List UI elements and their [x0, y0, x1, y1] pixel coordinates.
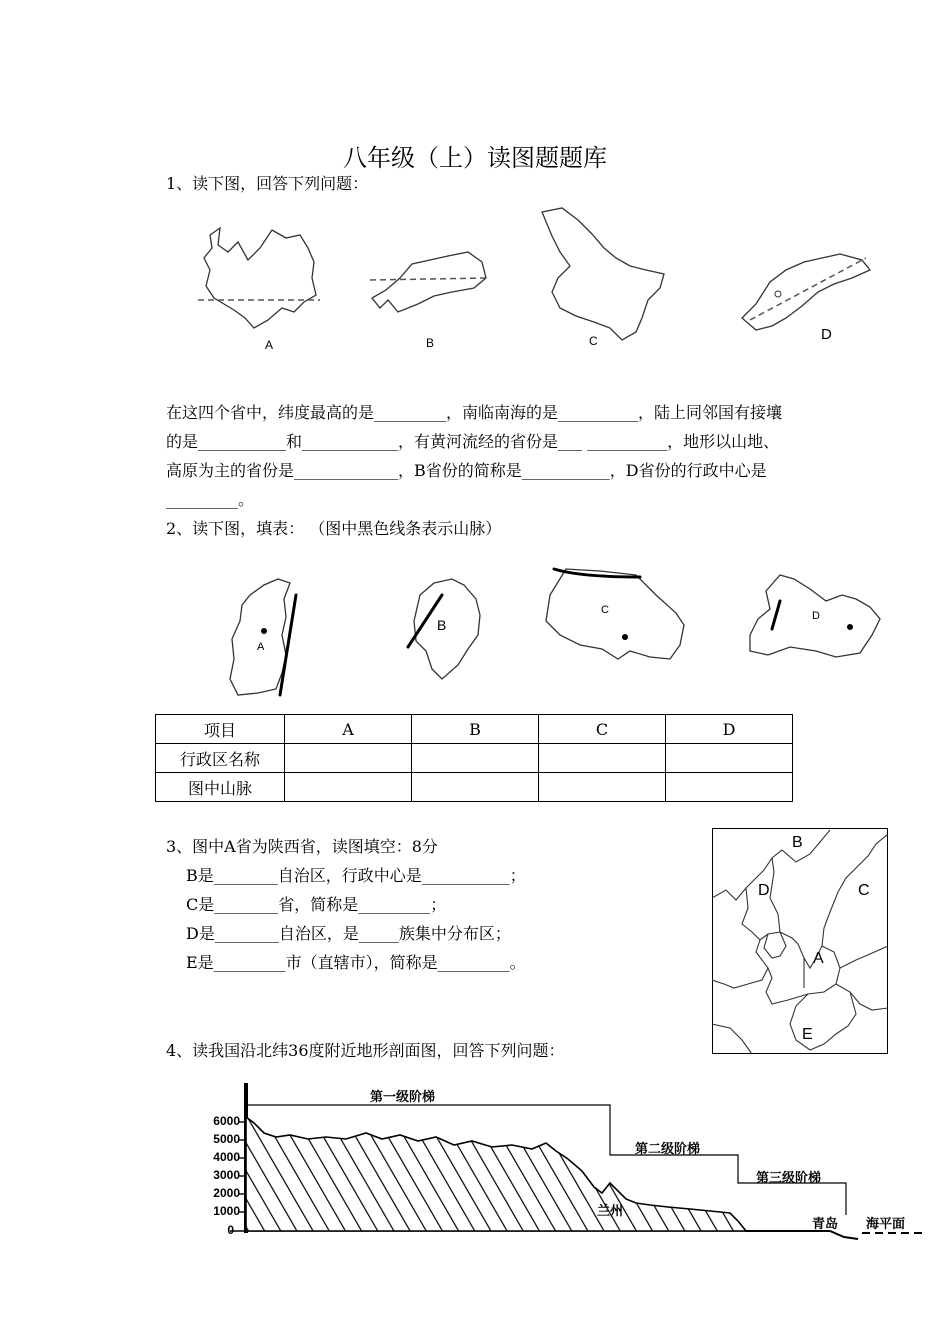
- q1-map-b-outline: [372, 252, 486, 312]
- q4-y-tick: 2000: [213, 1186, 240, 1200]
- table-cell[interactable]: [285, 773, 412, 802]
- q4-step-label-second: 第二级阶梯: [635, 1142, 701, 1157]
- table-row: [156, 744, 793, 773]
- q3-map-label-d: D: [758, 882, 770, 899]
- q4-y-tick: 5000: [213, 1132, 240, 1146]
- q3-map-label-c: C: [858, 882, 870, 899]
- q2-map-label-a: A: [257, 641, 265, 653]
- table-cell[interactable]: [412, 744, 539, 773]
- table-cell[interactable]: [666, 773, 793, 802]
- table-cell[interactable]: [666, 744, 793, 773]
- q4-y-tick: 1000: [213, 1204, 240, 1218]
- q1-map-label-b: B: [426, 336, 435, 350]
- table-cell[interactable]: [539, 773, 666, 802]
- table-cell[interactable]: [412, 773, 539, 802]
- q1-province-maps: [190, 200, 890, 360]
- q4-sea-level-label: 海平面: [866, 1217, 906, 1232]
- q1-heading: 1、读下图，回答下列问题：: [166, 174, 369, 193]
- q3-line-c: C是________省，简称是_________；: [186, 895, 447, 914]
- q4-place-qingdao: 青岛: [812, 1217, 839, 1232]
- q2-province-maps: [220, 555, 890, 705]
- q4-y-tick: 3000: [213, 1168, 240, 1182]
- q3-heading: 3、图中A省为陕西省，读图填空：8分: [166, 837, 438, 856]
- q2-fill-table: [155, 714, 793, 802]
- q1-map-label-c: C: [589, 334, 598, 348]
- q3-map-label-b: B: [792, 834, 803, 851]
- q3-line-b: B是________自治区，行政中心是___________；: [186, 866, 526, 885]
- table-header-cell: C: [539, 715, 666, 744]
- q4-heading: 4、读我国沿北纬36度附近地形剖面图，回答下列问题：: [166, 1041, 565, 1060]
- q2-map-c-outline: [546, 569, 684, 659]
- table-cell[interactable]: [285, 744, 412, 773]
- q2-map-label-b: B: [437, 617, 447, 633]
- table-header-cell: A: [285, 715, 412, 744]
- q1-map-label-d: D: [821, 326, 832, 343]
- q4-step-label-first: 第一级阶梯: [370, 1090, 436, 1105]
- q2-map-b-outline: [414, 579, 480, 679]
- q3-region-map: [712, 828, 888, 1054]
- q2-map-label-c: C: [601, 604, 609, 616]
- table-row: [156, 773, 793, 802]
- q2-map-a-outline: [230, 579, 290, 695]
- q4-y-tick: 6000: [213, 1114, 240, 1128]
- q1-map-a-outline: [204, 228, 316, 328]
- table-cell[interactable]: [539, 744, 666, 773]
- q2-map-label-d: D: [812, 610, 820, 622]
- table-header-cell: B: [412, 715, 539, 744]
- table-header-row: [156, 715, 793, 744]
- page-title: 八年级（上）读图题题库: [343, 144, 607, 172]
- table-row-label: 图中山脉: [156, 773, 285, 802]
- table-row-label: 行政区名称: [156, 744, 285, 773]
- q4-y-tick: 4000: [213, 1150, 240, 1164]
- q4-step-label-third: 第三级阶梯: [756, 1171, 822, 1186]
- q3-map-label-e: E: [802, 1026, 813, 1043]
- table-header-cell: 项目: [156, 715, 285, 744]
- q3-map-label-a: A: [813, 950, 824, 967]
- q1-question-text: 在这四个省中，纬度最高的是_________，南临南海的是__________，陆上同邻国有接壤的是___________和____________，有黄河流经的省份是___ __________，地形以山地、高原为主的省份是_____________，B省份的简称是___________，D省份的行政中心是_________。: [166, 403, 783, 509]
- q4-y-tick: 0: [227, 1223, 234, 1237]
- q2-heading: 2、读下图，填表： （图中黑色线条表示山脉）: [166, 519, 502, 538]
- q1-map-label-a: A: [265, 338, 274, 352]
- q1-map-c-outline: [542, 208, 664, 340]
- q3-line-d: D是________自治区，是_____族集中分布区；: [186, 924, 511, 943]
- q3-line-e: E是_________市（直辖市），简称是_________。: [186, 953, 526, 972]
- q4-place-lanzhou: 兰州: [597, 1204, 624, 1219]
- table-header-cell: D: [666, 715, 793, 744]
